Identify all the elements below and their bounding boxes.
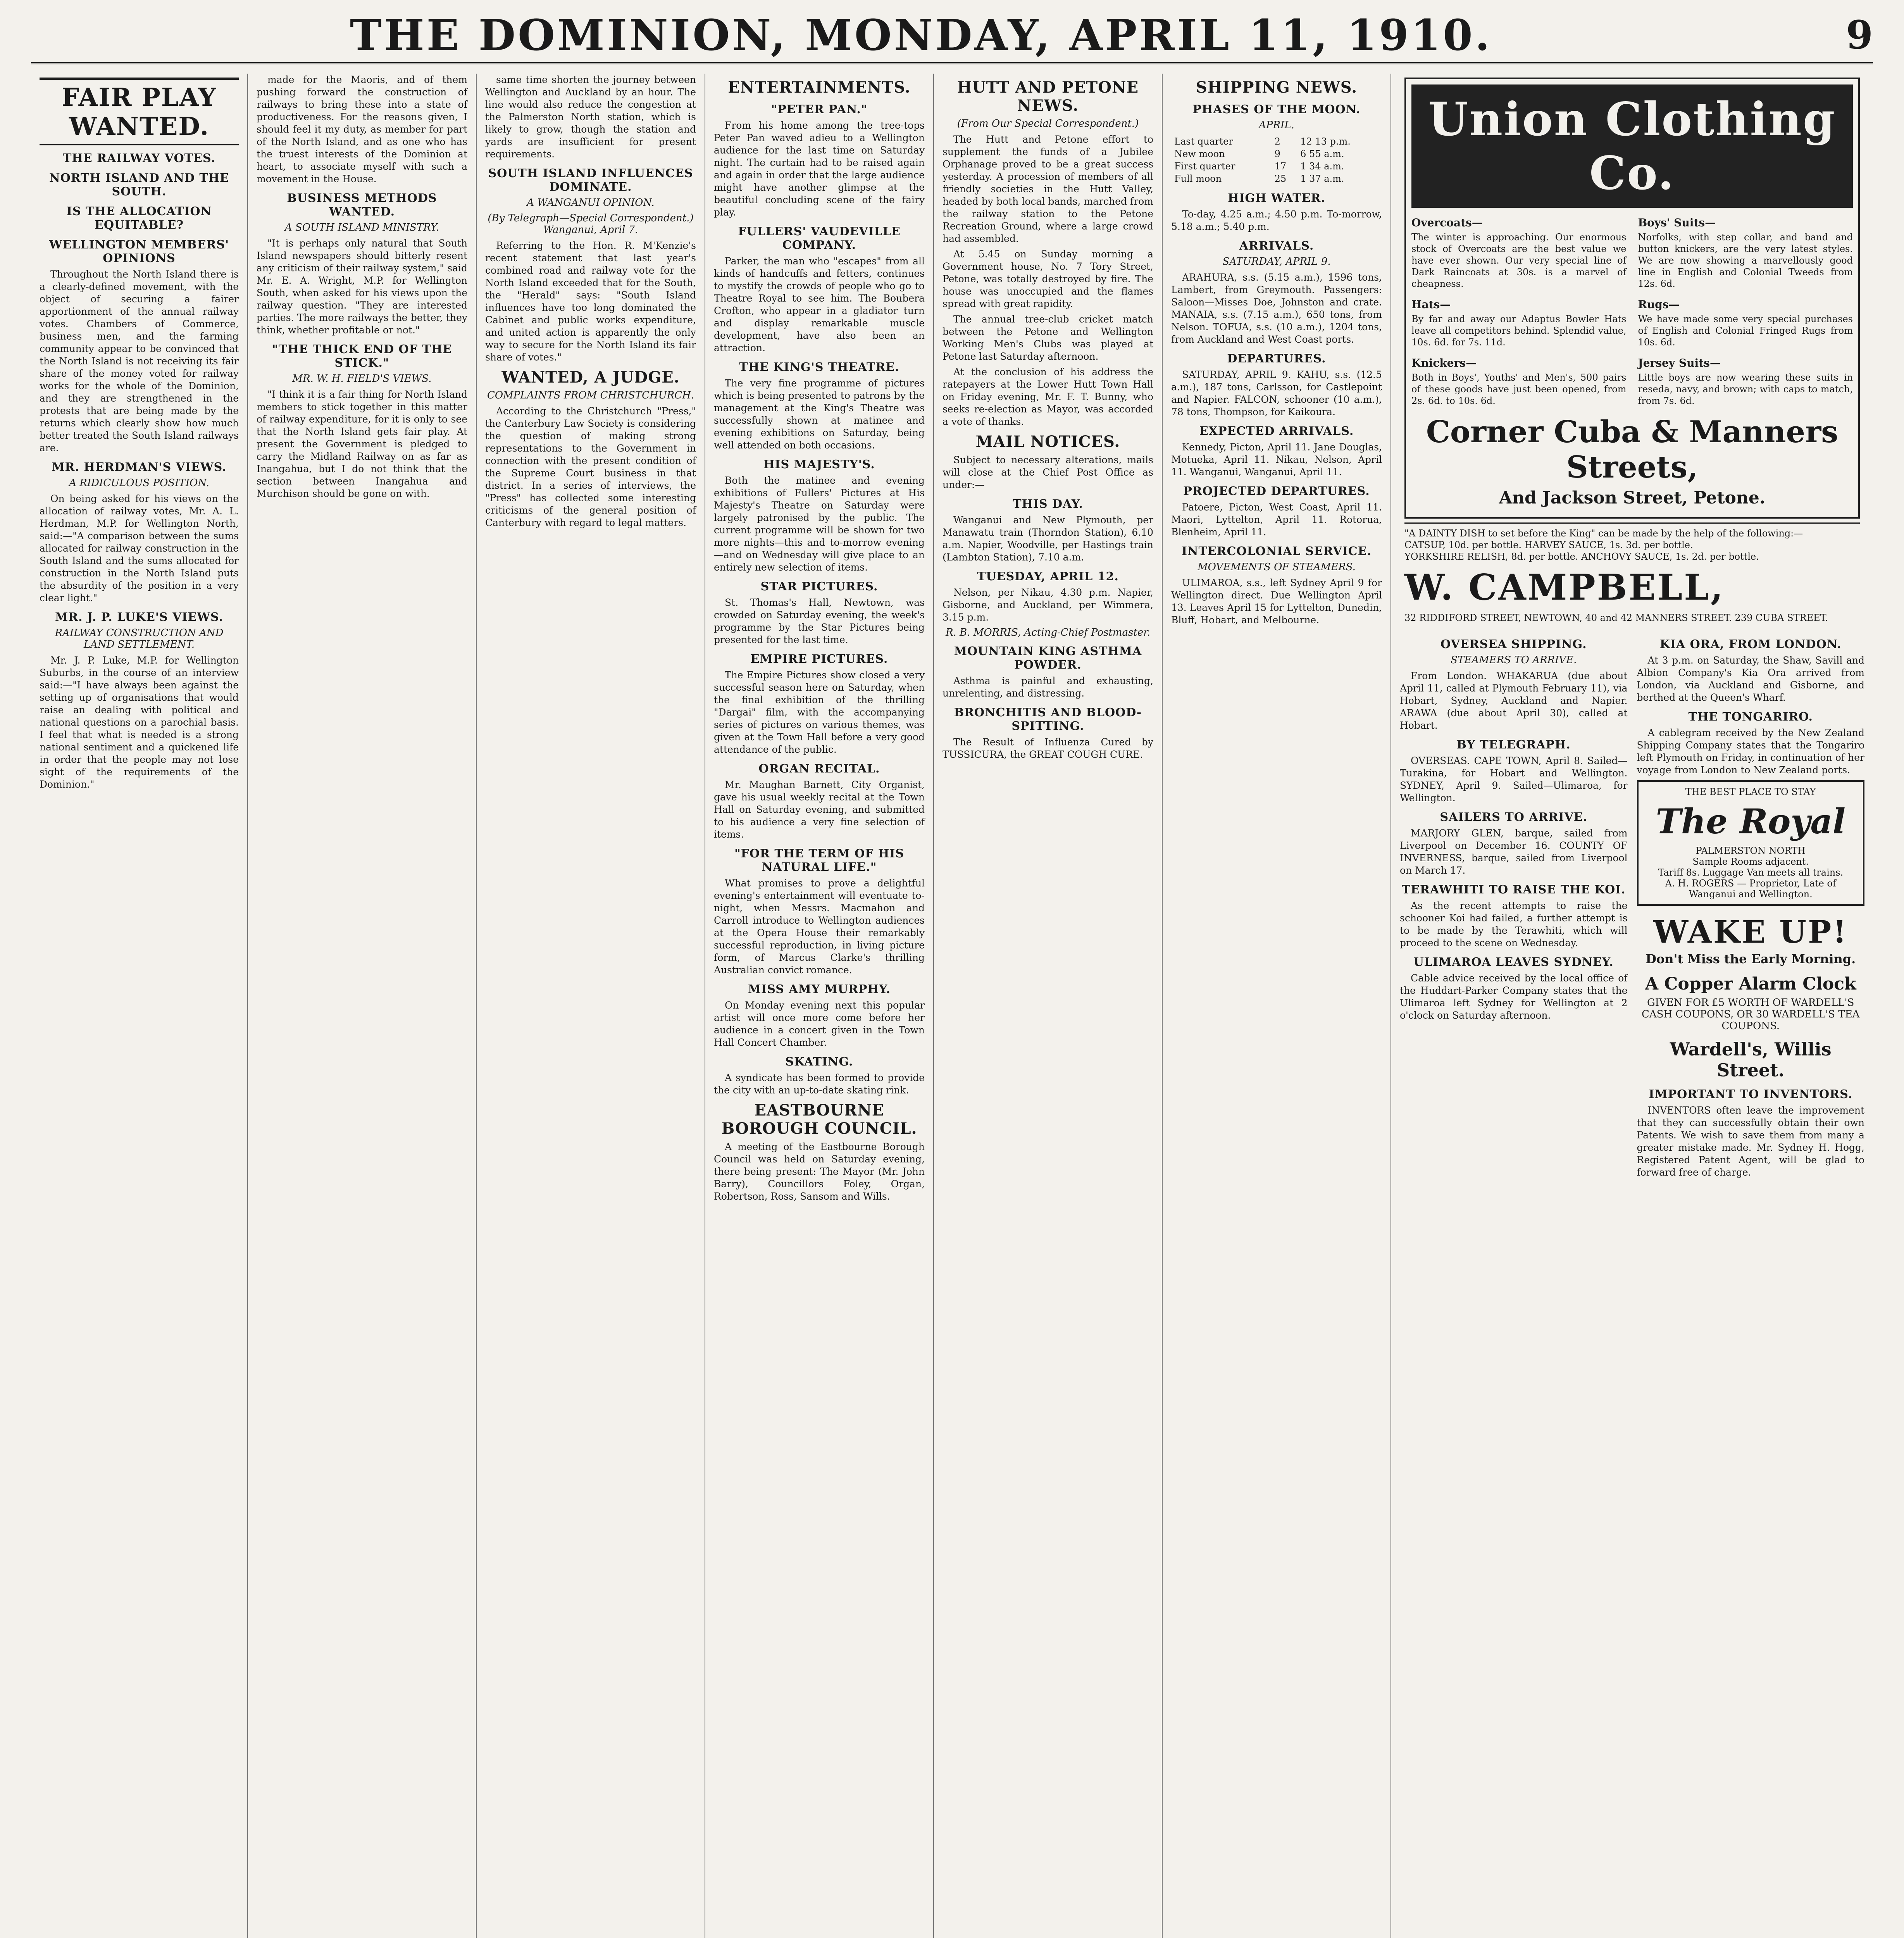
subhead: IS THE ALLOCATION EQUITABLE? <box>66 205 212 232</box>
article-paragraph: To-day, 4.25 a.m.; 4.50 p.m. To-morrow, 5.18 a.m.; 5.40 p.m. <box>1171 209 1382 232</box>
article-paragraph: "It is perhaps only natural that South Island newspapers should bitterly resent any criticism of their railway system," said Mr. E. A. Wright, M.P. for Wellington South, when asked for his views upon the railway question. "They are interested parties. The more railways the better, they think, whether profitable or not." <box>257 238 467 336</box>
section-heading: OVERSEA SHIPPING. <box>1440 638 1587 651</box>
subhead: THE RAILWAY VOTES. <box>63 152 215 165</box>
section-heading: HIS MAJESTY'S. <box>763 458 875 471</box>
royal-logo: The Royal <box>1656 801 1845 841</box>
section-heading: ULIMAROA LEAVES SYDNEY. <box>1413 955 1614 969</box>
ad-text: Tariff 8s. Luggage Van meets all trains. <box>1658 867 1844 878</box>
article-paragraph: "I think it is a fair thing for North Island members to stick together in this matter of railway expenditure, for it is only to see that the North Island gets fair play. At present the Government is pledged to carry the Midland Railway on as far as Inangahua, but I do not think that the section between Inangahua and Murchison should be gone on with. <box>257 389 467 499</box>
column-4-entertainments <box>705 74 934 1938</box>
ad-text: 32 RIDDIFORD STREET, NEWTOWN, 40 and 42 MANNERS STREET. 239 CUBA STREET. <box>1404 612 1828 623</box>
article-paragraph: A syndicate has been formed to provide the city with an up-to-date skating rink. <box>714 1072 925 1096</box>
section-heading: MR. HERDMAN'S VIEWS. <box>52 460 227 474</box>
article-paragraph: SATURDAY, APRIL 9. KAHU, s.s. (12.5 a.m.), 187 tons, Carlsson, for Castlepoint and Napier. FALCON, schooner (10 a.m.), 78 tons, Thompson, for Kaikoura. <box>1171 369 1382 417</box>
headline-hutt-petone: HUTT AND PETONE NEWS. <box>957 78 1139 115</box>
article-paragraph: same time shorten the journey between Wellington and Auckland by an hour. The line would also reduce the congestion at the Palmerston North station, which is likely to grow, though the station and yards are insufficient for present requirements. <box>485 74 696 160</box>
headline-entertainments: ENTERTAINMENTS. <box>728 78 911 97</box>
article-paragraph: As the recent attempts to raise the schooner Koi had failed, a further attempt is to be made by the Terawhiti, which will proceed to the scene on Wednesday. <box>1400 900 1628 948</box>
article-paragraph: MARJORY GLEN, barque, sailed from Liverpool on December 16. COUNTY OF INVERNESS, barque, sailed from Liverpool on March 17. <box>1400 828 1628 876</box>
section-heading: THE TONGARIRO. <box>1688 710 1813 724</box>
article-paragraph: Subject to necessary alterations, mails will close at the Chief Post Office as under:— <box>943 454 1153 490</box>
ad-text: Sample Rooms adjacent. <box>1692 856 1809 867</box>
ad-text: Norfolks, with step collar, and band and button knickers, are the very latest styles. We are now showing a marvellously good line in English and Colonial Tweeds from 12s. 6d. <box>1638 232 1853 289</box>
section-heading: ARRIVALS. <box>1239 239 1314 253</box>
alarm-clock-heading: A Copper Alarm Clock <box>1645 974 1856 994</box>
ad-heading: Hats— <box>1411 298 1451 311</box>
section-heading: "THE THICK END OF THE STICK." <box>272 343 452 370</box>
article-paragraph: Mr. Maughan Barnett, City Organist, gave his usual weekly recital at the Town Hall on Saturday evening, and submitted to his audience a very fine selection of items. <box>714 779 925 840</box>
headline-fair-play: FAIR PLAY WANTED. <box>40 78 239 145</box>
article-paragraph: ULIMAROA, s.s., left Sydney April 9 for Wellington direct. Due Wellington April 13. Leaves April 15 for Lyttelton, Dunedin, Bluff, Hobart, and Melbourne. <box>1171 577 1382 626</box>
mail-paragraph: Nelson, per Nikau, 4.30 p.m. Napier, Gisborne, and Auckland, per Wimmera, 3.15 p.m. <box>943 587 1153 623</box>
section-heading: WANTED, A JUDGE. <box>501 368 680 386</box>
ad-cell-overcoats <box>1411 214 1627 290</box>
union-clothing-ad <box>1404 78 1860 519</box>
columns <box>31 74 1873 1938</box>
section-subheading: STEAMERS TO ARRIVE. <box>1451 654 1577 666</box>
ad-text: CATSUP, 10d. per bottle. HARVEY SAUCE, 1s. 3d. per bottle. <box>1404 540 1693 550</box>
article-paragraph: At the conclusion of his address the ratepayers at the Lower Hutt Town Hall on Friday evening, Mr. F. T. Bunny, who seeks re-election as Mayor, was accorded a vote of thanks. <box>943 366 1153 427</box>
wardell-name: Wardell's, Willis Street. <box>1670 1039 1832 1081</box>
section-heading: SAILERS TO ARRIVE. <box>1440 810 1588 824</box>
article-paragraph: Both the matinee and evening exhibitions of Fullers' Pictures at His Majesty's Theatre on Saturday were largely patronised by the public. The current programme will be shown for two more nights—this and to-morrow evening—and on Wednesday will give place to an entirely new selection of items. <box>714 475 925 573</box>
section-heading: IMPORTANT TO INVENTORS. <box>1649 1088 1853 1101</box>
mail-day: TUESDAY, APRIL 12. <box>977 570 1119 583</box>
section-heading: SKATING. <box>785 1055 853 1069</box>
column-7-ads <box>1391 74 1873 1938</box>
article-paragraph: The annual tree-club cricket match between the Petone and Wellington Working Men's Clubs was played at Petone last Saturday afternoon. <box>943 314 1153 362</box>
section-heading: PROJECTED DEPARTURES. <box>1183 484 1370 498</box>
signature: R. B. MORRIS, Acting-Chief Postmaster. <box>945 627 1151 638</box>
section-subheading: COMPLAINTS FROM CHRISTCHURCH. <box>487 390 694 401</box>
ad-right-column <box>1637 631 1865 1182</box>
section-heading: INTERCOLONIAL SERVICE. <box>1182 545 1372 558</box>
masthead-title: THE DOMINION, MONDAY, APRIL 11, 1910. <box>350 10 1492 60</box>
section-subheading: A RIDICULOUS POSITION. <box>69 477 209 489</box>
article-paragraph: On being asked for his views on the allocation of railway votes, Mr. A. L. Herdman, M.P. for Wellington North, said:—"A comparison between the sums allocated for railway construction in the South Island and the sums allocated for construction in the North Island puts the absurdity of the position in a very clear light." <box>40 493 239 603</box>
ad-text: We have made some very special purchases of English and Colonial Fringed Rugs from 10s. 6d. <box>1638 314 1853 348</box>
article-paragraph: made for the Maoris, and of them pushing forward the construction of railways to bring these into a state of productiveness. For the reasons given, I should feel it my duty, as member for part of the North Island, and as one who has the truest interests of the Dominion at heart, to associate myself with such a movement in the House. <box>257 74 467 184</box>
section-heading: MR. J. P. LUKE'S VIEWS. <box>55 610 224 624</box>
ad-text: The winter is approaching. Our enormous stock of Overcoats are the best value we have ever shown. Our very special line of Dark Raincoats at 30s. is a marvel of cheapness. <box>1411 232 1627 289</box>
section-heading: SOUTH ISLAND INFLUENCES DOMINATE. <box>488 167 693 194</box>
article-paragraph: At 5.45 on Sunday morning a Government house, No. 7 Tory Street, Petone, was totally destroyed by fire. The house was unoccupied and the flames spread with great rapidity. <box>943 248 1153 309</box>
column-1 <box>31 74 248 1938</box>
article-paragraph: The Hutt and Petone effort to supplement the funds of a Jubilee Orphanage proved to be a great success yesterday. A procession of members of all friendly societies in the Hutt Valley, headed by both local bands, marched from the railway station to the Petone Recreation Ground, where a large crowd had assembled. <box>943 134 1153 244</box>
section-subheading: MOVEMENTS OF STEAMERS. <box>1198 561 1356 573</box>
article-paragraph: Asthma is painful and exhausting, unrelenting, and distressing. <box>943 675 1153 699</box>
section-heading: ORGAN RECITAL. <box>758 762 880 776</box>
campbell-ad <box>1404 522 1860 624</box>
ad-cell-boys <box>1638 214 1853 290</box>
article-paragraph: The very fine programme of pictures which is being presented to patrons by the management at the King's Theatre was successfully shown at matinee and evening exhibitions on Saturday, being well attended on both occasions. <box>714 378 925 451</box>
ad-text: GIVEN FOR £5 WORTH OF WARDELL'S CASH COUPONS, OR 30 WARDELL'S TEA COUPONS. <box>1642 997 1860 1032</box>
ad-text: Both in Boys', Youths' and Men's, 500 pairs of these goods have just been opened, from 2s. 6d. to 10s. 6d. <box>1411 372 1627 406</box>
moon-month: APRIL. <box>1259 119 1294 131</box>
ad-cell-jersey <box>1638 354 1853 407</box>
article-paragraph: INVENTORS often leave the improvement that they can successfully obtain their own Patents. We wish to save them from many a greater mistake made. Mr. Sydney H. Hogg, Registered Patent Agent, will be glad to forward free of charge. <box>1637 1105 1864 1178</box>
article-paragraph: On Monday evening next this popular artist will once more come before her audience in a concert given in the Town Hall Concert Chamber. <box>714 1000 925 1048</box>
section-heading: TERAWHITI TO RAISE THE KOI. <box>1401 883 1626 897</box>
headline-shipping: SHIPPING NEWS. <box>1196 78 1358 97</box>
ad-cell-hats <box>1411 296 1627 348</box>
section-heading: EXPECTED ARRIVALS. <box>1199 424 1354 438</box>
article-paragraph: From London. WHAKARUA (due about April 11, called at Plymouth February 11), via Hobart, Sydney, Auckland and Napier. ARAWA (due about April 30), called at Hobart. <box>1400 670 1628 731</box>
section-heading: KIA ORA, FROM LONDON. <box>1659 638 1842 651</box>
section-subheading: SATURDAY, APRIL 9. <box>1222 256 1331 267</box>
mail-paragraph: Wanganui and New Plymouth, per Manawatu train (Thorndon Station), 6.10 a.m. Napier, Woodville, per Hastings train (Lambton Station), 7.10 a.m. <box>943 514 1153 563</box>
ad-text: "A DAINTY DISH to set before the King" can be made by the help of the following:— <box>1404 528 1803 539</box>
column-3 <box>477 74 705 1938</box>
section-heading: MISS AMY MURPHY. <box>748 983 891 996</box>
ad-text: By far and away our Adaptus Bowler Hats leave all competitors behind. Splendid value, 10s. 6d. for 7s. 11d. <box>1411 314 1627 348</box>
article-paragraph: OVERSEAS. CAPE TOWN, April 8. Sailed—Turakina, for Hobart and Wellington. SYDNEY, April 9. Sailed—Ulimaroa, for Wellington. <box>1400 755 1628 803</box>
ad-text: PALMERSTON NORTH <box>1696 845 1806 856</box>
union-clothing-title: Union Clothing Co. <box>1411 84 1853 208</box>
byline: (By Telegraph—Special Correspondent.) Wanganui, April 7. <box>488 212 694 236</box>
column-2 <box>248 74 477 1938</box>
ad-heading: Rugs— <box>1638 298 1680 311</box>
section-heading: EASTBOURNE BOROUGH COUNCIL. <box>721 1101 917 1138</box>
article-paragraph: According to the Christchurch "Press," the Canterbury Law Society is considering the question of making strong representations to the Government in connection with the present condition of the Supreme Court business in that district. In a series of interviews, the "Press" has collected some interesting criticisms of the general position of Canterbury with regard to legal matters. <box>485 405 696 528</box>
ad-left-column <box>1400 631 1628 1182</box>
article-paragraph: The Empire Pictures show closed a very successful season here on Saturday, when the final exhibition of the thrilling "Dargai" film, with the accompanying series of pictures on various themes, was given at the Town Hall before a very good attendance of the public. <box>714 669 925 755</box>
table-row: Full moon 25 1 37 a.m. <box>1174 173 1344 184</box>
section-subheading: A WANGANUI OPINION. <box>527 197 655 209</box>
article-paragraph: A cablegram received by the New Zealand Shipping Company states that the Tongariro left Plymouth on Friday, in continuation of her voyage from London to New Zealand ports. <box>1637 727 1864 776</box>
ad-text: THE BEST PLACE TO STAY <box>1685 786 1816 797</box>
ad-heading: Jersey Suits— <box>1638 357 1721 369</box>
article-paragraph: Parker, the man who "escapes" from all kinds of handcuffs and fetters, continues to mystify the crowds of people who go to Theatre Royal to see him. The Boubera Crofton, who appear in a gladiator turn and display remarkable muscle development, have also been an attraction. <box>714 255 925 353</box>
section-heading: "PETER PAN." <box>771 103 868 116</box>
section-heading: BUSINESS METHODS WANTED. <box>287 191 437 219</box>
ad-cell-knickers <box>1411 354 1627 407</box>
page-number: 9 <box>1846 12 1873 58</box>
article-paragraph: Cable advice received by the local office of the Huddart-Parker Company states that the Ulimaroa left Sydney for Wellington at 2 o'clock on Saturday afternoon. <box>1400 972 1628 1021</box>
article-paragraph: Kennedy, Picton, April 11. Jane Douglas, Motueka, April 11. Nikau, Nelson, April 11. Wanganui, Wanganui, April 11. <box>1171 441 1382 478</box>
section-heading: BY TELEGRAPH. <box>1456 738 1571 752</box>
article-paragraph: From his home among the tree-tops Peter Pan waved adieu to a Wellington audience for the last time on Saturday night. The curtain had to be raised again and again in order that the large audience might have another glimpse at the beautiful concluding scene of the fairy play. <box>714 120 925 218</box>
ad-text: A. H. ROGERS — Proprietor, Late of Wanganui and Wellington. <box>1665 878 1836 900</box>
section-subheading: MR. W. H. FIELD'S VIEWS. <box>292 373 432 384</box>
article-paragraph: St. Thomas's Hall, Newtown, was crowded on Saturday evening, the week's programme by the Star Pictures being presented for the last time. <box>714 597 925 645</box>
section-heading: STAR PICTURES. <box>760 580 878 593</box>
ad-two-columns <box>1400 631 1864 1182</box>
section-subheading: A SOUTH ISLAND MINISTRY. <box>284 222 439 233</box>
ad-grid <box>1411 214 1853 407</box>
table-row: Last quarter 2 12 13 p.m. <box>1174 136 1351 147</box>
article-paragraph: At 3 p.m. on Saturday, the Shaw, Savill and Albion Company's Kia Ora arrived from London, via Auckland and Gisborne, and berthed at the Queen's Wharf. <box>1637 655 1864 703</box>
section-heading: "FOR THE TERM OF HIS NATURAL LIFE." <box>734 847 905 874</box>
section-heading: HIGH WATER. <box>1228 191 1325 205</box>
column-5-hutt-petone <box>934 74 1163 1938</box>
campbell-name: W. CAMPBELL, <box>1404 566 1725 608</box>
ad-text: YORKSHIRE RELISH, 8d. per bottle. ANCHOVY SAUCE, 1s. 2d. per bottle. <box>1404 551 1759 562</box>
section-heading: BRONCHITIS AND BLOOD-SPITTING. <box>954 706 1142 733</box>
article-paragraph: Referring to the Hon. R. M'Kenzie's recent statement that last year's combined road and railway vote for the North Island exceeded that for the South, the "Herald" says: "South Island influences have too long dominated the Cabinet and public works expenditure, and united action is apparently the only way to secure for the North Island its fair share of votes." <box>485 240 696 363</box>
section-heading: FULLERS' VAUDEVILLE COMPANY. <box>738 225 901 252</box>
moon-phases-table <box>1171 135 1382 185</box>
section-heading: MOUNTAIN KING ASTHMA POWDER. <box>954 645 1142 672</box>
ad-heading: Boys' Suits— <box>1638 216 1716 229</box>
wake-up-heading: WAKE UP! <box>1653 914 1848 950</box>
article-paragraph: Throughout the North Island there is a clearly-defined movement, with the object of securing a fairer apportionment of the annual railway votes. Chambers of Commerce, business men, and the farming community appear to be convinced that the North Island is not receiving its fair share of the money voted for railway works for the whole of the Dominion, and they are strengthened in the protests that are being made by the returns which clearly show how much better treated the South Island railways are. <box>40 269 239 453</box>
column-6-shipping <box>1163 74 1391 1938</box>
ad-address: Corner Cuba & Manners Streets, <box>1426 414 1839 485</box>
masthead <box>31 8 1873 64</box>
article-paragraph: Patoere, Picton, West Coast, April 11. Maori, Lyttelton, April 11. Rotorua, Blenheim, April 11. <box>1171 502 1382 538</box>
ad-text: Little boys are now wearing these suits in reseda, navy, and brown; with caps to match, from 7s. 6d. <box>1638 372 1853 406</box>
section-heading: THE KING'S THEATRE. <box>739 360 899 374</box>
subhead: WELLINGTON MEMBERS' OPINIONS <box>49 238 229 265</box>
article-paragraph: Mr. J. P. Luke, M.P. for Wellington Suburbs, in the course of an interview said:—"I have always been against the setting up of organisations that would raise an dealing with political and national questions on a parochial basis. I feel that what is needed is a strong national sentiment and a quickened life in order that the people may not lose sight of the requirements of the Dominion." <box>40 655 239 790</box>
article-paragraph: What promises to prove a delightful evening's entertainment will eventuate to-night, when Messrs. Macmahon and Carroll introduce to Wellington audiences at the Opera House their remarkably successful reproduction, in living picture form, of Marcus Clarke's thrilling Australian convict romance. <box>714 878 925 976</box>
royal-hotel-ad <box>1637 780 1865 906</box>
table-row: First quarter 17 1 34 a.m. <box>1174 161 1344 172</box>
article-paragraph: A meeting of the Eastbourne Borough Council was held on Saturday evening, there being present: The Mayor (Mr. John Barry), Councillors Foley, Organ, Robertson, Ross, Sansom and Wills. <box>714 1141 925 1202</box>
section-heading: PHASES OF THE MOON. <box>1192 103 1361 116</box>
ad-heading: Overcoats— <box>1411 216 1483 229</box>
byline: (From Our Special Correspondent.) <box>957 118 1139 129</box>
mail-day: THIS DAY. <box>1013 497 1083 511</box>
subhead: NORTH ISLAND AND THE SOUTH. <box>49 171 229 198</box>
ad-text: Don't Miss the Early Morning. <box>1646 952 1856 966</box>
section-heading: MAIL NOTICES. <box>975 433 1120 451</box>
ad-cell-rugs <box>1638 296 1853 348</box>
section-heading: DEPARTURES. <box>1227 352 1326 366</box>
section-subheading: RAILWAY CONSTRUCTION AND LAND SETTLEMENT. <box>55 627 224 650</box>
article-paragraph: The Result of Influenza Cured by TUSSICURA, the GREAT COUGH CURE. <box>943 736 1153 760</box>
table-row: New moon 9 6 55 a.m. <box>1174 148 1344 159</box>
section-heading: EMPIRE PICTURES. <box>750 652 888 666</box>
ad-heading: Knickers— <box>1411 357 1477 369</box>
article-paragraph: ARAHURA, s.s. (5.15 a.m.), 1596 tons, Lambert, from Greymouth. Passengers: Saloon—Misses Doe, Johnston and crate. MANAIA, s.s. (7.15 a.m.), 650 tons, from Nelson. TOFUA, s.s. (10 a.m.), 1204 tons, from Auckland and West Coast ports. <box>1171 272 1382 345</box>
ad-address-sub: And Jackson Street, Petone. <box>1499 488 1766 508</box>
